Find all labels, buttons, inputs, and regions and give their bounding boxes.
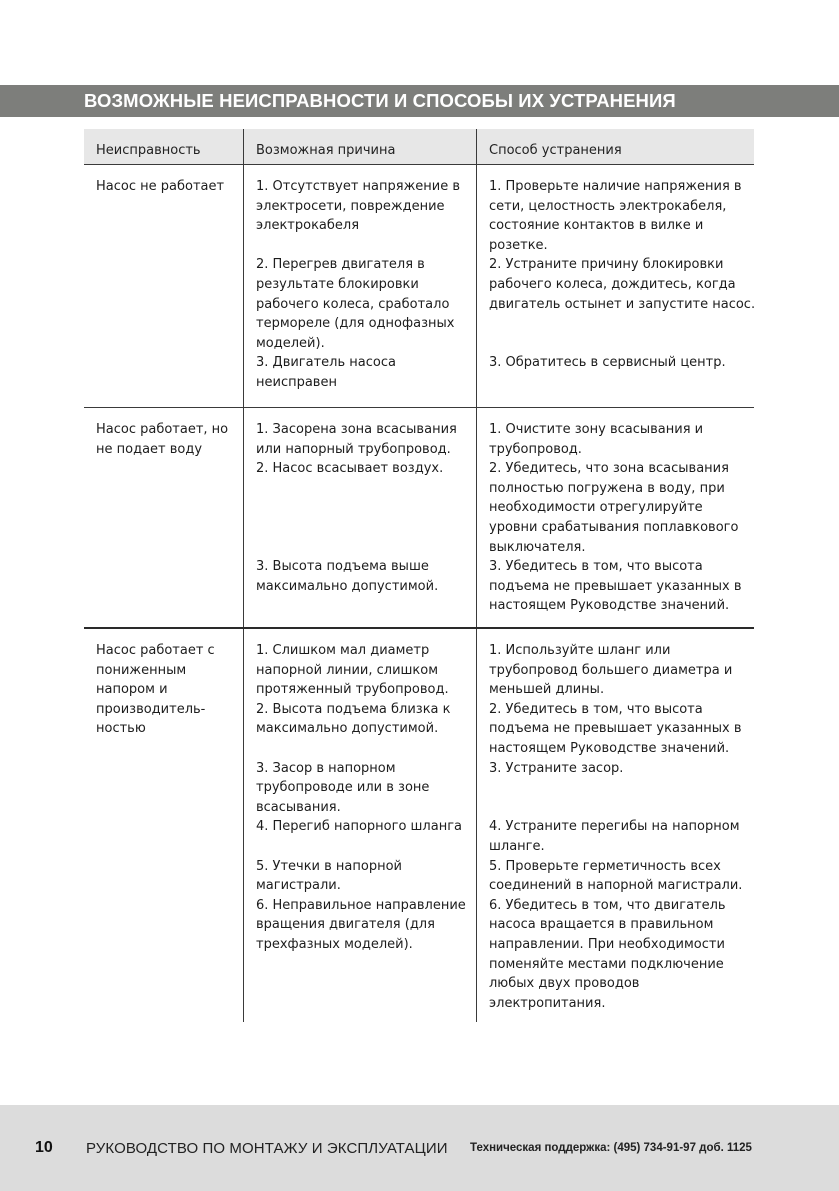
remedy-line: полностью погружена в воду, при [489, 480, 725, 496]
remedy-line: двигатель остынет и запустите насос. [489, 296, 756, 312]
remedy-line: электропитания. [489, 995, 606, 1011]
cause-line: 6. Неправильное направление [256, 897, 466, 913]
cause-line: вращения двигателя (для [256, 917, 435, 933]
remedy-line: 5. Проверьте герметичность всех [489, 858, 721, 874]
remedy-line: меньшей длины. [489, 682, 605, 698]
cause-line [256, 498, 472, 518]
fault-line: Насос работает, но [96, 422, 229, 437]
cause-line: трубопроводе или в зоне [256, 780, 430, 796]
cause-line: 1. Засорена зона всасывания [256, 422, 457, 437]
remedy-cell [476, 408, 754, 627]
cause-line: или напорный трубопровод. [256, 441, 451, 457]
cause-line: 2. Высота подъема близка к [256, 701, 451, 717]
cause-line [256, 236, 472, 256]
cause-line: магистрали. [256, 878, 341, 894]
remedy-line: 3. Обратитесь в сервисный центр. [489, 355, 726, 371]
remedy-line [489, 778, 750, 798]
cause-line: 3. Засор в напорном [256, 760, 396, 776]
column-header-fault: Неисправность [96, 143, 201, 158]
section-title: ВОЗМОЖНЫЕ НЕИСПРАВНОСТИ И СПОСОБЫ ИХ УСТРАНЕНИЯ [0, 85, 839, 117]
column-header-remedy: Способ устранения [476, 129, 754, 164]
remedy-line: 3. Устраните засор. [489, 760, 624, 776]
remedy-line: сети, целостность электрокабеля, [489, 198, 727, 214]
cause-line: 3. Двигатель насоса [256, 355, 396, 371]
fault-line: ностью [96, 721, 146, 737]
support-contact: Техническая поддержка: (495) 734-91-97 доб. 1125 [470, 1142, 752, 1154]
cause-cell [243, 408, 476, 627]
cause-line [256, 739, 472, 759]
remedy-line: поменяйте местами подключение [489, 956, 724, 972]
cause-line: напорной линии, слишком [256, 662, 439, 678]
fault-line: производитель- [96, 701, 206, 717]
remedy-line: выключателя. [489, 539, 586, 555]
remedy-line: 6. Убедитесь в том, что двигатель [489, 897, 726, 913]
column-header-cause: Возможная причина [243, 129, 476, 164]
remedy-line: уровни срабатывания поплавкового [489, 519, 739, 535]
remedy-line: любых двух проводов [489, 976, 640, 992]
table-header-row [84, 129, 754, 165]
remedy-line: подъема не превышает указанных в [489, 721, 742, 737]
cause-line [256, 479, 472, 499]
remedy-line [489, 334, 750, 354]
remedy-line: 2. Убедитесь, что зона всасывания [489, 461, 729, 477]
cause-line: рабочего колеса, сработало [256, 296, 450, 312]
remedy-line: 1. Используйте шланг или [489, 643, 671, 658]
remedy-line: необходимости отрегулируйте [489, 500, 703, 516]
remedy-line: подъема не превышает указанных в [489, 578, 742, 594]
fault-line: Насос не работает [96, 179, 225, 194]
remedy-line: трубопровод. [489, 441, 582, 457]
fault-line: напором и [96, 682, 168, 698]
cause-line: электрокабеля [256, 218, 360, 234]
cause-line: неисправен [256, 374, 337, 390]
remedy-line: 4. Устраните перегибы на напорном [489, 819, 740, 835]
remedy-line: розетке. [489, 237, 548, 253]
page-footer [0, 1105, 839, 1191]
page-number: 10 [35, 1139, 53, 1156]
cause-line [256, 837, 472, 857]
cause-line: моделей). [256, 335, 325, 351]
fault-cell [84, 165, 243, 407]
remedy-line [489, 314, 750, 334]
troubleshooting-table [84, 129, 754, 1022]
fault-line: Насос работает с [96, 643, 215, 658]
manual-title: РУКОВОДСТВО ПО МОНТАЖУ И ЭКСПЛУАТАЦИИ [86, 1140, 448, 1157]
cause-line: термореле (для однофазных [256, 316, 455, 332]
remedy-line: шланге. [489, 838, 545, 854]
fault-line: не подает воду [96, 441, 203, 457]
fault-cell [84, 629, 243, 1022]
remedy-line: рабочего колеса, дождитесь, когда [489, 276, 736, 292]
remedy-line: трубопровод большего диаметра и [489, 662, 733, 678]
cause-line [256, 518, 472, 538]
cause-line: электросети, повреждение [256, 198, 445, 214]
remedy-line: насоса вращается в правильном [489, 917, 714, 933]
remedy-line: настоящем Руководстве значений. [489, 740, 730, 756]
remedy-line: состояние контактов в вилке и [489, 218, 704, 234]
cause-line: 2. Перегрев двигателя в [256, 257, 425, 273]
remedy-line: направлении. При необходимости [489, 936, 725, 952]
cause-line: 4. Перегиб напорного шланга [256, 819, 462, 835]
remedy-cell [476, 165, 754, 407]
cause-line: 1. Слишком мал диаметр [256, 643, 430, 658]
cause-line: 3. Высота подъема выше [256, 559, 429, 575]
remedy-cell [476, 629, 754, 1022]
cause-cell [243, 629, 476, 1022]
cause-line: 5. Утечки в напорной [256, 858, 403, 874]
cause-cell [243, 165, 476, 407]
table-row [84, 165, 754, 408]
cause-line: результате блокировки [256, 276, 419, 292]
cause-line: трехфазных моделей). [256, 936, 413, 952]
remedy-line: 1. Очистите зону всасывания и [489, 422, 704, 437]
cause-line: 1. Отсутствует напряжение в [256, 179, 461, 194]
remedy-line: соединений в напорной магистрали. [489, 878, 743, 894]
cause-line: максимально допустимой. [256, 721, 439, 737]
table-row [84, 408, 754, 629]
remedy-line: 2. Устраните причину блокировки [489, 257, 724, 273]
fault-cell [84, 408, 243, 627]
remedy-line: 1. Проверьте наличие напряжения в [489, 179, 742, 194]
cause-line: протяженный трубопровод. [256, 682, 449, 698]
cause-line: максимально допустимой. [256, 578, 439, 594]
fault-line: пониженным [96, 662, 187, 678]
table-row [84, 629, 754, 1022]
remedy-line: 3. Убедитесь в том, что высота [489, 559, 703, 575]
cause-line: 2. Насос всасывает воздух. [256, 461, 444, 477]
cause-line: всасывания. [256, 799, 341, 815]
cause-line [256, 538, 472, 558]
remedy-line: 2. Убедитесь в том, что высота [489, 701, 703, 717]
remedy-line: настоящем Руководстве значений. [489, 598, 730, 614]
remedy-line [489, 798, 750, 818]
